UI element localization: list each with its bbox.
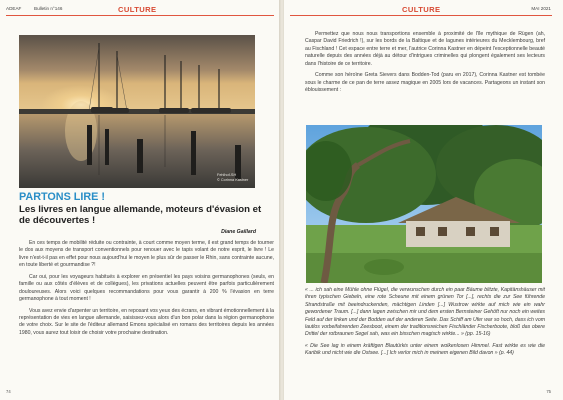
header-issue: Bulletin n°146 — [34, 6, 63, 11]
page-number: 74 — [6, 389, 11, 394]
header-org: ADEAF — [6, 6, 22, 11]
quote-block — [305, 287, 545, 362]
header-date: MAI 2021 — [531, 6, 551, 11]
quote-paragraph: « ... ich sah eine Mühle ohne Flügel, die verwunschen durch ein paar Bäume blitzte, Kapitänshäuser mit ihren typischen Giebeln, eine rote Scheune mit einem grünen Tor [...], rechts die zur See führende Strandstraße mit beeindruckenden, mächtigen Linden [...] Wustrow wirkte auf mich wie ein wahr gewordener Traum. [...] dann lagen zwischen mir und dem ersten Bernsteiner Gehöft nur noch ein weites Feld auf der linken und der Bodden auf der anderen Seite. Das Schiff am Ufer war so hoch, dass ich vom lautlos vorbeifahrenden Zeesboot, einem der traditionsreichen Fischländer Fischerboote, bloß das obere Drittel der rotbraunen Segel sah, was ein bisschen magisch wirkte... » (pp. 15-16) — [305, 287, 545, 338]
paragraph: En ces temps de mobilité réduite ou contrainte, à court comme moyen terme, il est grand temps de tourner le dos aux moyens de transport conventionnels pour renouer avec le tapis volant de notre esprit, le livre ! Le livre n'est-t-il pas en effet pour nous aujourd'hui le moyen le plus sûr de passer le Rhin, sans contrainte aucune, en toute liberté et gourmandise ?! — [19, 240, 274, 269]
harbor-sunset-photo — [19, 35, 255, 188]
photo-credit-author: © Corinna Kastner — [217, 178, 249, 182]
paragraph: Vous avez envie d'arpenter un territoire, en reposant vos yeux des écrans, en vibrant émotionnellement à la représentation de vies en langue allemande, saisissez-vous alors d'un bon polar dans la région germanophone de votre choix. Sur le site de l'éditeur allemand Emons spécialisé en romans des territoires depuis les années 1980, vous aurez tout loisir de choisir votre prochaine destination. — [19, 307, 274, 336]
thatched-house-photo — [306, 125, 542, 283]
article-kicker: PARTONS LIRE ! — [19, 191, 105, 203]
photo-credit-place: Fehlhof-SH — [217, 173, 237, 177]
paragraph: Car oui, pour les voyageurs habitués à explorer en présentiel les pays voisins germanophones (seuls, en famille ou aux côtés d'élèves et de collègues), les privations actuelles peuvent être parfois particulièrement douloureuses. Alors voici quelques recommandations pour vous garantir à 200 % l'évasion en terre germanophone à tout moment ! — [19, 273, 274, 303]
left-page — [0, 0, 280, 400]
right-page — [284, 0, 563, 400]
header-rule — [6, 15, 274, 16]
quote-paragraph: « Die See lag in einem kräftigen Blautürkis unter einem wolkenlosen Himmel. Fast wirkte es wie die Karibik und nicht wie die Ostsee. [...] Ich verlor mich in meinem eigenen Bild davon » (p. 44) — [305, 343, 545, 357]
paragraph: Comme son héroïne Greta Sievers dans Bodden-Tod (paru en 2017), Corinna Kastner est tombée sous le charme de ce pan de terre assez magique en 2005 lors de vacances. Partageons un instant son éblouissement : — [305, 72, 545, 94]
paragraph: Permettez que nous nous transportions ensemble à proximité de l'île mythique de Rügen (ah, Caspar David Friedrich !), sur les bords de la Baltique et de lagunes intérieures du Mecklembourg, bref au Fischland ! Cet espace entre terre et mer, l'autrice Corinna Kastner en dépeint l'exceptionnelle beauté naturelle depuis des années déjà au détour d'intrigues criminelles qui plongent également ses lecteurs dans l'histoire de ce territoire. — [305, 31, 545, 67]
header-rule — [290, 15, 552, 16]
left-body — [19, 240, 274, 341]
section-title: CULTURE — [118, 5, 157, 14]
section-title: CULTURE — [402, 5, 441, 14]
page-number: 75 — [546, 389, 551, 394]
article-title: Les livres en langue allemande, moteurs d'évasion et de découvertes ! — [19, 204, 262, 226]
article-author: Diane Gaillard — [221, 229, 256, 235]
right-intro — [305, 31, 545, 99]
